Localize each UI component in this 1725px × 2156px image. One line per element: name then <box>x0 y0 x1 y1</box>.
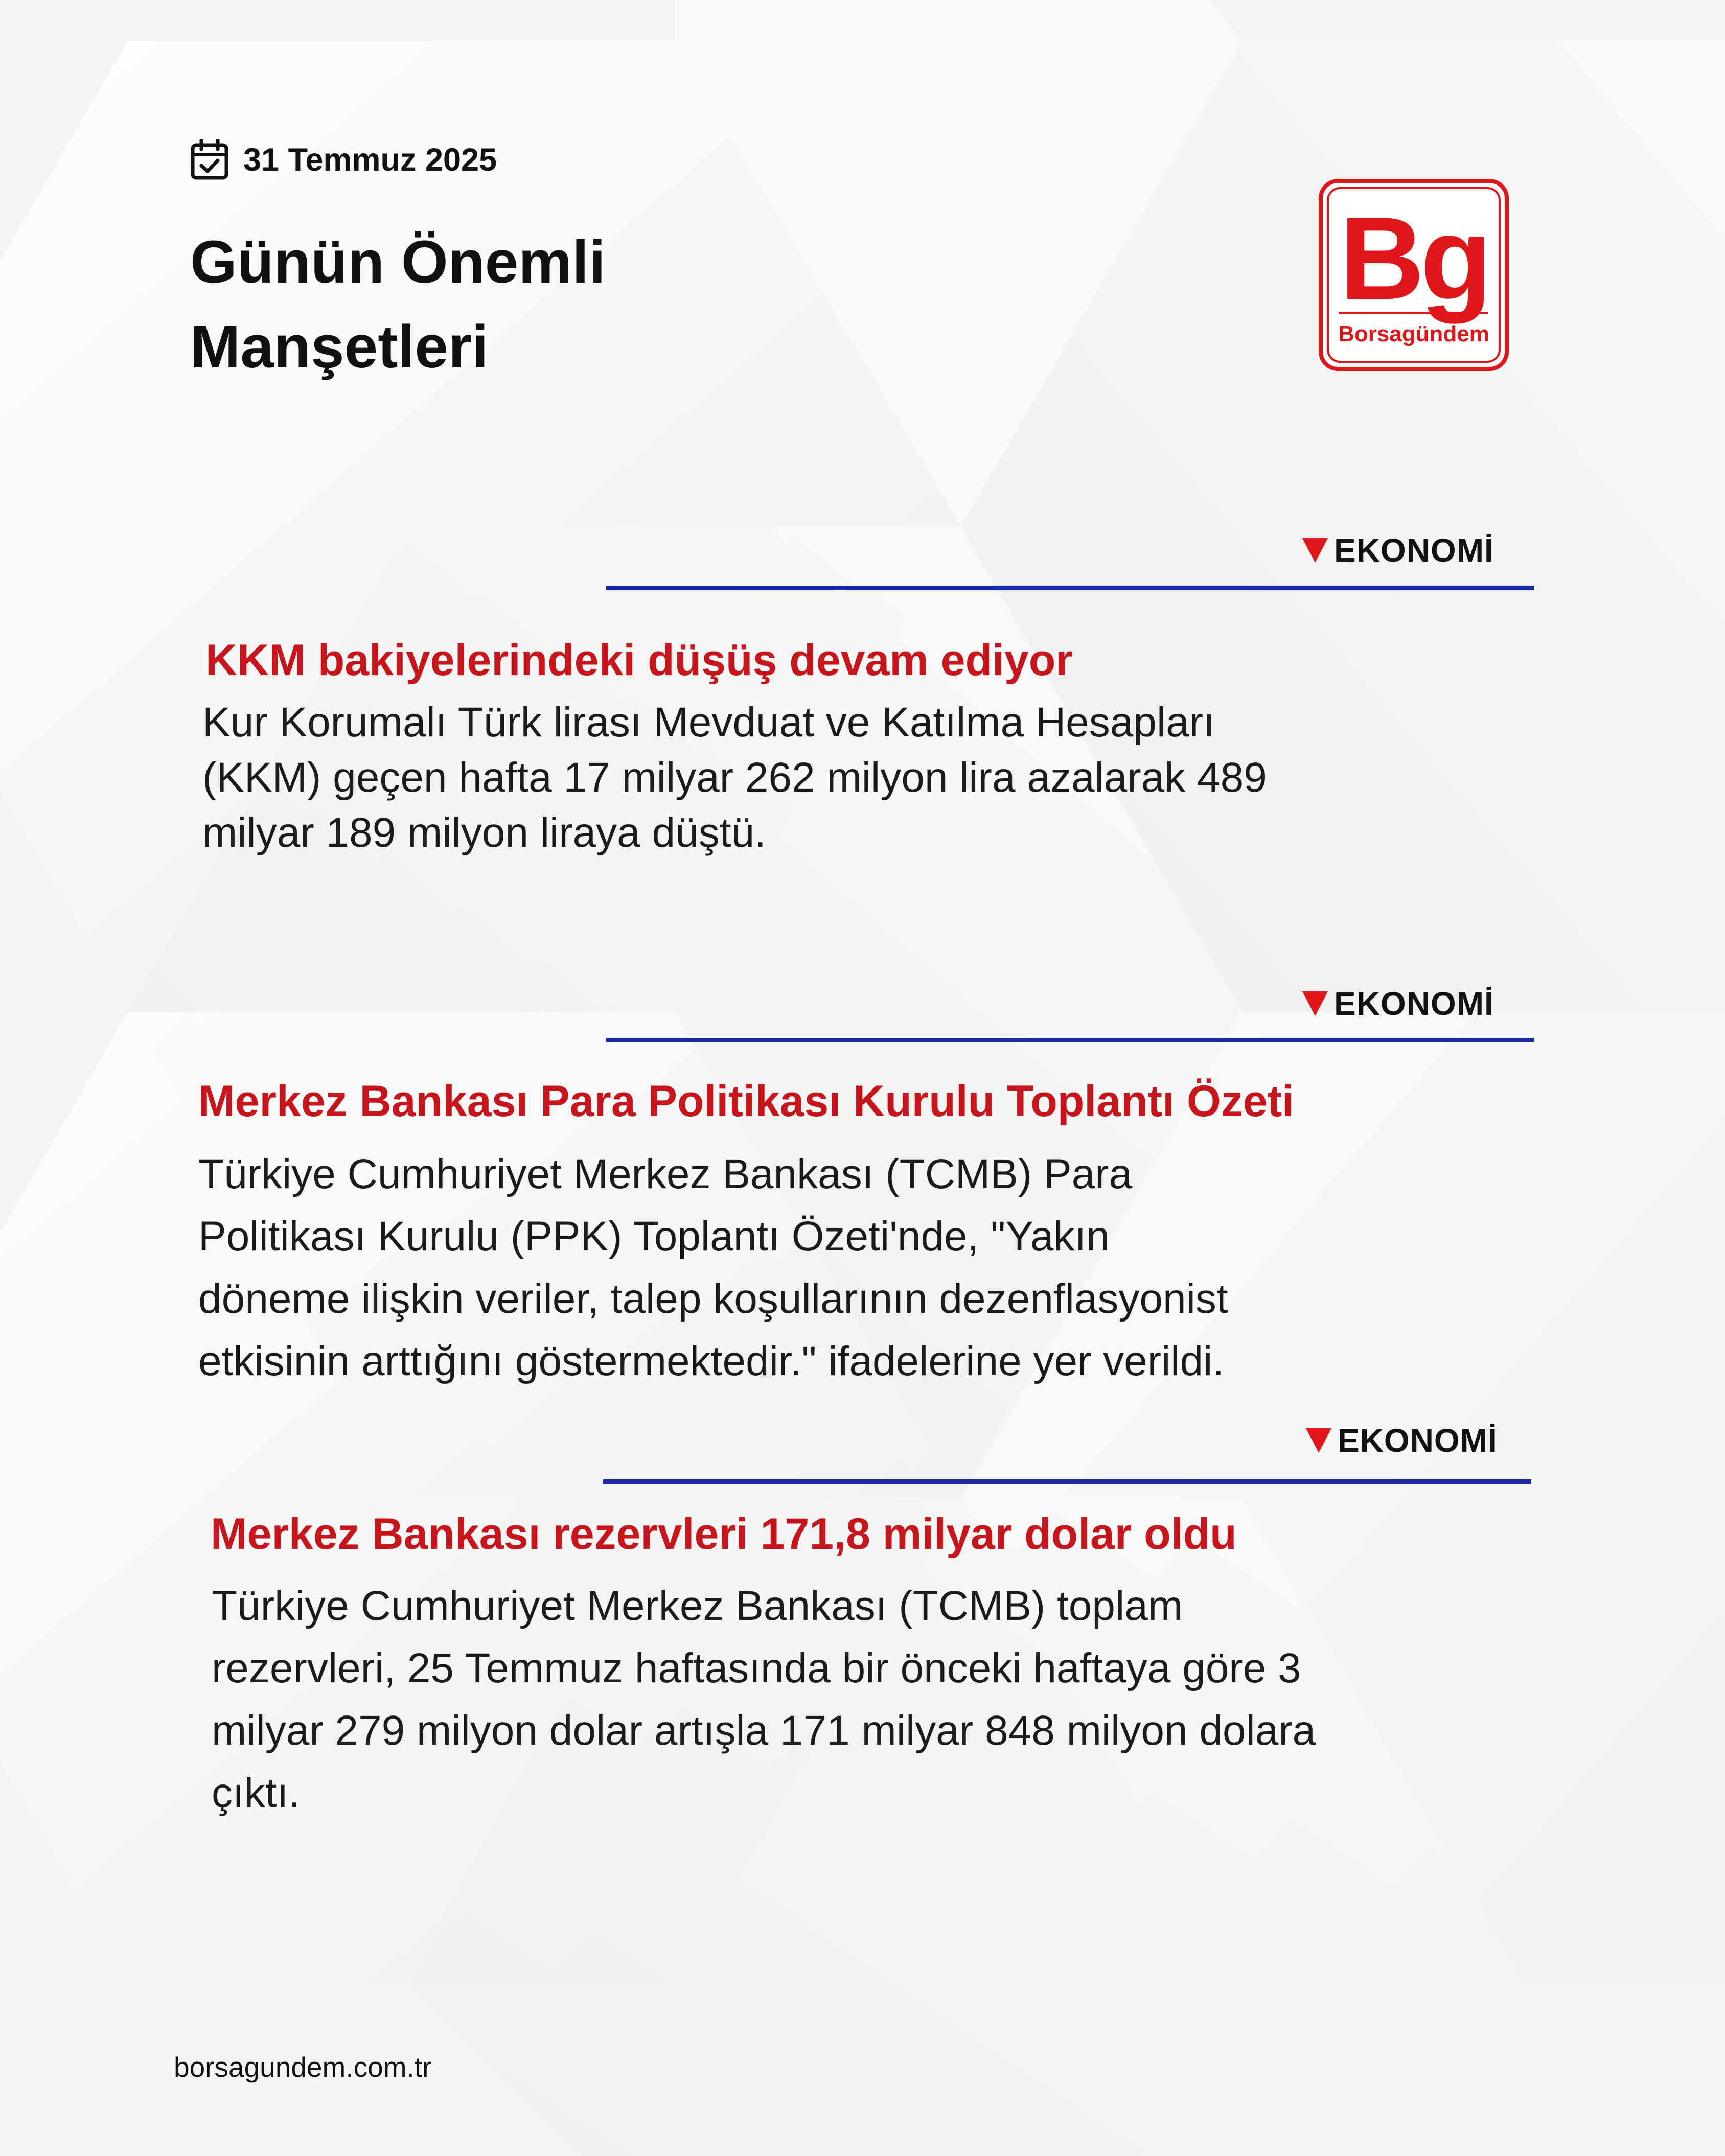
triangle-down-icon <box>1302 991 1328 1016</box>
category-tag <box>1302 987 1494 1020</box>
category-tag <box>1306 1424 1498 1457</box>
article-body-line: çıktı. <box>212 1770 301 1816</box>
logo-wordmark: Borsagündem <box>1338 321 1489 346</box>
article-body-line: Türkiye Cumhuriyet Merkez Bankası (TCMB) Para <box>198 1151 1133 1197</box>
page-title <box>190 220 606 389</box>
triangle-down-icon <box>1306 1428 1331 1453</box>
category-label: EKONOMİ <box>1338 1422 1498 1459</box>
article-body-line: Politikası Kurulu (PPK) Toplantı Özeti'nde, "Yakın <box>198 1213 1110 1260</box>
page-title-line: Günün Önemli <box>190 228 606 296</box>
article-body <box>202 695 1267 861</box>
section-divider <box>603 1479 1531 1484</box>
page-title-line: Manşetleri <box>190 313 489 381</box>
calendar-icon <box>190 139 229 181</box>
article-body-line: (KKM) geçen hafta 17 milyar 262 milyon lira azalarak 489 <box>202 754 1267 801</box>
article-body-line: Türkiye Cumhuriyet Merkez Bankası (TCMB) toplam <box>212 1583 1183 1629</box>
article-headline[interactable]: Merkez Bankası Para Politikası Kurulu Toplantı Özeti <box>198 1077 1295 1126</box>
category-label: EKONOMİ <box>1334 532 1494 569</box>
section-divider <box>606 1038 1534 1042</box>
borsagundem-logo[interactable] <box>1319 179 1509 371</box>
category-label: EKONOMİ <box>1334 985 1494 1022</box>
article-body-line: milyar 279 milyon dolar artışla 171 milyar 848 milyon dolara <box>212 1707 1316 1754</box>
article-body <box>212 1575 1316 1824</box>
article-body-line: milyar 189 milyon liraya düştü. <box>202 809 766 856</box>
article-headline[interactable]: KKM bakiyelerindeki düşüş devam ediyor <box>205 636 1073 685</box>
footer-url[interactable]: borsagundem.com.tr <box>174 2051 432 2083</box>
article-body <box>198 1143 1228 1393</box>
article-body-line: rezervleri, 25 Temmuz haftasında bir önceki haftaya göre 3 <box>212 1645 1301 1691</box>
publish-date: 31 Temmuz 2025 <box>243 142 497 178</box>
triangle-down-icon <box>1302 538 1328 563</box>
section-divider <box>606 586 1534 590</box>
article-headline[interactable]: Merkez Bankası rezervleri 171,8 milyar dolar oldu <box>211 1510 1237 1559</box>
category-tag <box>1302 534 1494 567</box>
logo-mark: Bg <box>1339 193 1488 324</box>
article-body-line: etkisinin arttığını göstermektedir." ifadelerine yer verildi. <box>198 1338 1225 1384</box>
date-row <box>190 139 497 181</box>
article-body-line: döneme ilişkin veriler, talep koşullarının dezenflasyonist <box>198 1276 1228 1322</box>
article-body-line: Kur Korumalı Türk lirası Mevduat ve Katılma Hesapları <box>202 699 1215 746</box>
